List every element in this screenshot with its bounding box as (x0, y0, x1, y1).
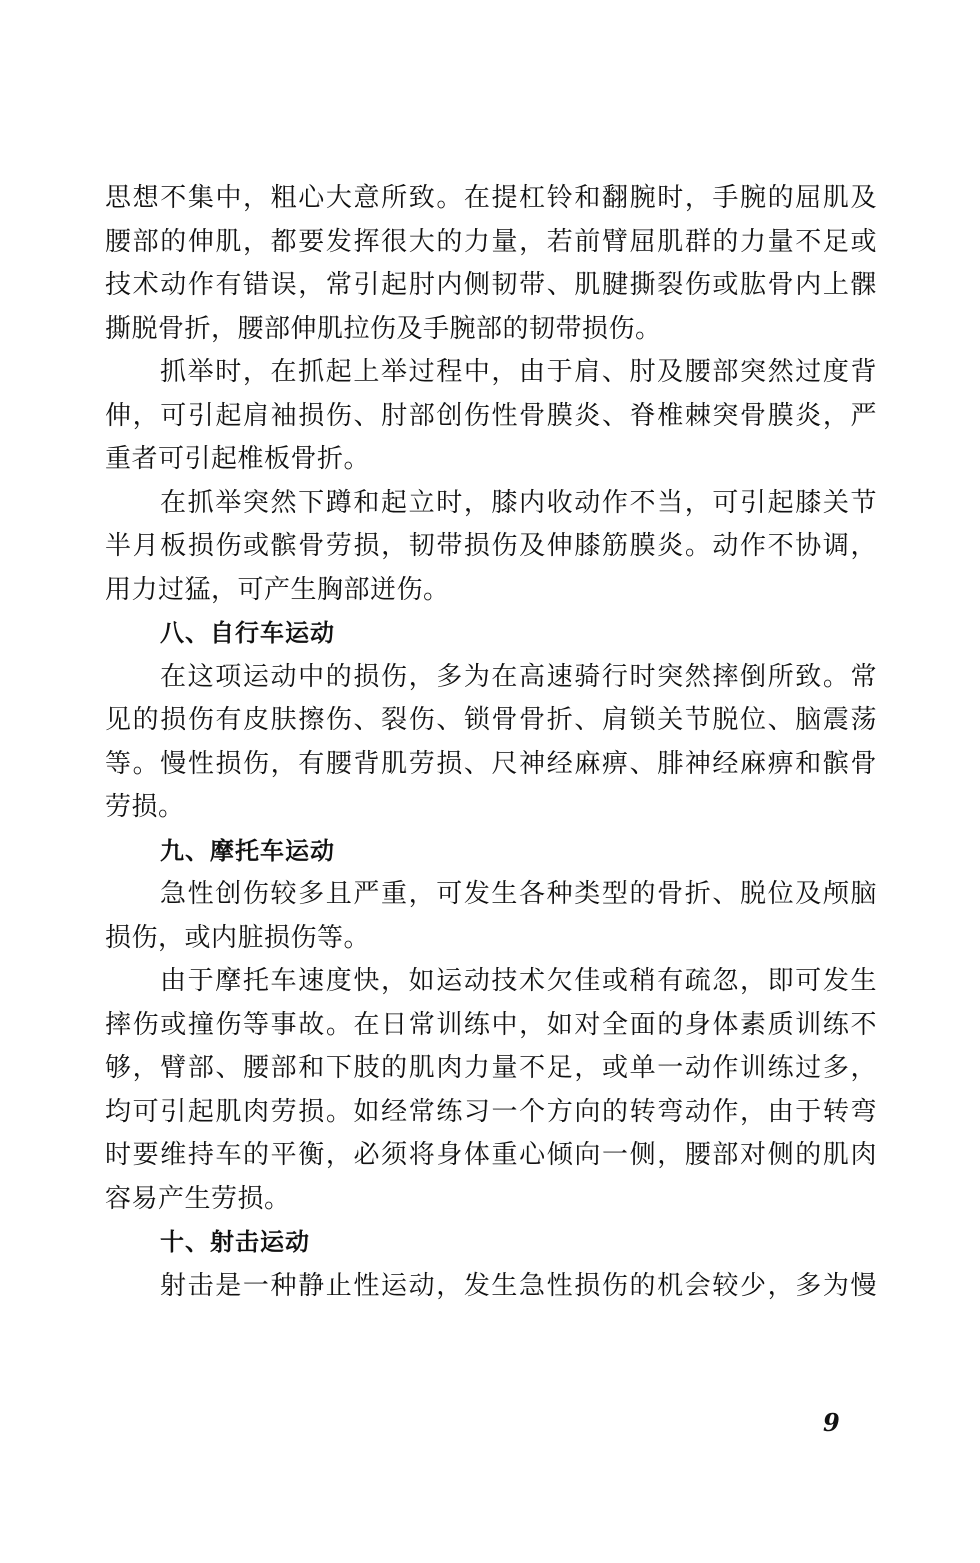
page-number: 9 (823, 1408, 840, 1437)
text-line: 均可引起肌肉劳损。如经常练习一个方向的转弯动作，由于转弯 (105, 1096, 877, 1127)
paragraph-first-line: 抓举时，在抓起上举过程中，由于肩、肘及腰部突然过度背 (160, 357, 877, 387)
text-line: 伸，可引起肩袖损伤、肘部创伤性骨膜炎、脊椎棘突骨膜炎，严 (105, 400, 877, 431)
paragraph-last-line: 容易产生劳损。 (105, 1183, 291, 1214)
text-line: 时要维持车的平衡，必须将身体重心倾向一侧，腰部对侧的肌肉 (105, 1140, 877, 1170)
text-line: 摔伤或撞伤等事故。在日常训练中，如对全面的身体素质训练不 (105, 1009, 877, 1040)
text-line: 等。慢性损伤，有腰背肌劳损、尺神经麻痹、腓神经麻痹和髌骨 (105, 748, 877, 779)
paragraph-first-line: 在这项运动中的损伤，多为在高速骑行时突然摔倒所致。常 (160, 661, 877, 692)
section-heading: 十、射击运动 (160, 1228, 310, 1256)
paragraph-first-line: 急性创伤较多且严重，可发生各种类型的骨折、脱位及颅脑 (160, 879, 877, 909)
paragraph-last-line: 劳损。 (105, 792, 185, 822)
text-line: 够，臂部、腰部和下肢的肌肉力量不足，或单一动作训练过多， (105, 1053, 877, 1083)
paragraph-first-line: 射击是一种静止性运动，发生急性损伤的机会较少，多为慢 (160, 1270, 877, 1301)
paragraph-last-line: 损伤，或内脏损伤等。 (105, 922, 371, 953)
text-line: 腰部的伸肌，都要发挥很大的力量，若前臂屈肌群的力量不足或 (105, 226, 877, 257)
section-heading: 八、自行车运动 (160, 619, 335, 647)
paragraph-last-line: 撕脱骨折，腰部伸肌拉伤及手腕部的韧带损伤。 (105, 313, 662, 344)
paragraph-last-line: 重者可引起椎板骨折。 (105, 444, 371, 474)
paragraph-first-line: 由于摩托车速度快，如运动技术欠佳或稍有疏忽，即可发生 (160, 966, 877, 996)
section-heading: 九、摩托车运动 (160, 836, 335, 865)
paragraph-first-line: 在抓举突然下蹲和起立时，膝内收动作不当，可引起膝关节 (160, 487, 877, 518)
paragraph-last-line: 用力过猛，可产生胸部迸伤。 (105, 574, 450, 605)
text-line: 见的损伤有皮肤擦伤、裂伤、锁骨骨折、肩锁关节脱位、脑震荡 (105, 705, 877, 735)
text-line: 半月板损伤或髌骨劳损，韧带损伤及伸膝筋膜炎。动作不协调， (105, 531, 877, 561)
text-line: 技术动作有错误，常引起肘内侧韧带、肌腱撕裂伤或肱骨内上髁 (105, 270, 877, 300)
page-text-block (105, 177, 877, 1308)
text-line: 思想不集中，粗心大意所致。在提杠铃和翻腕时，手腕的屈肌及 (105, 183, 877, 213)
